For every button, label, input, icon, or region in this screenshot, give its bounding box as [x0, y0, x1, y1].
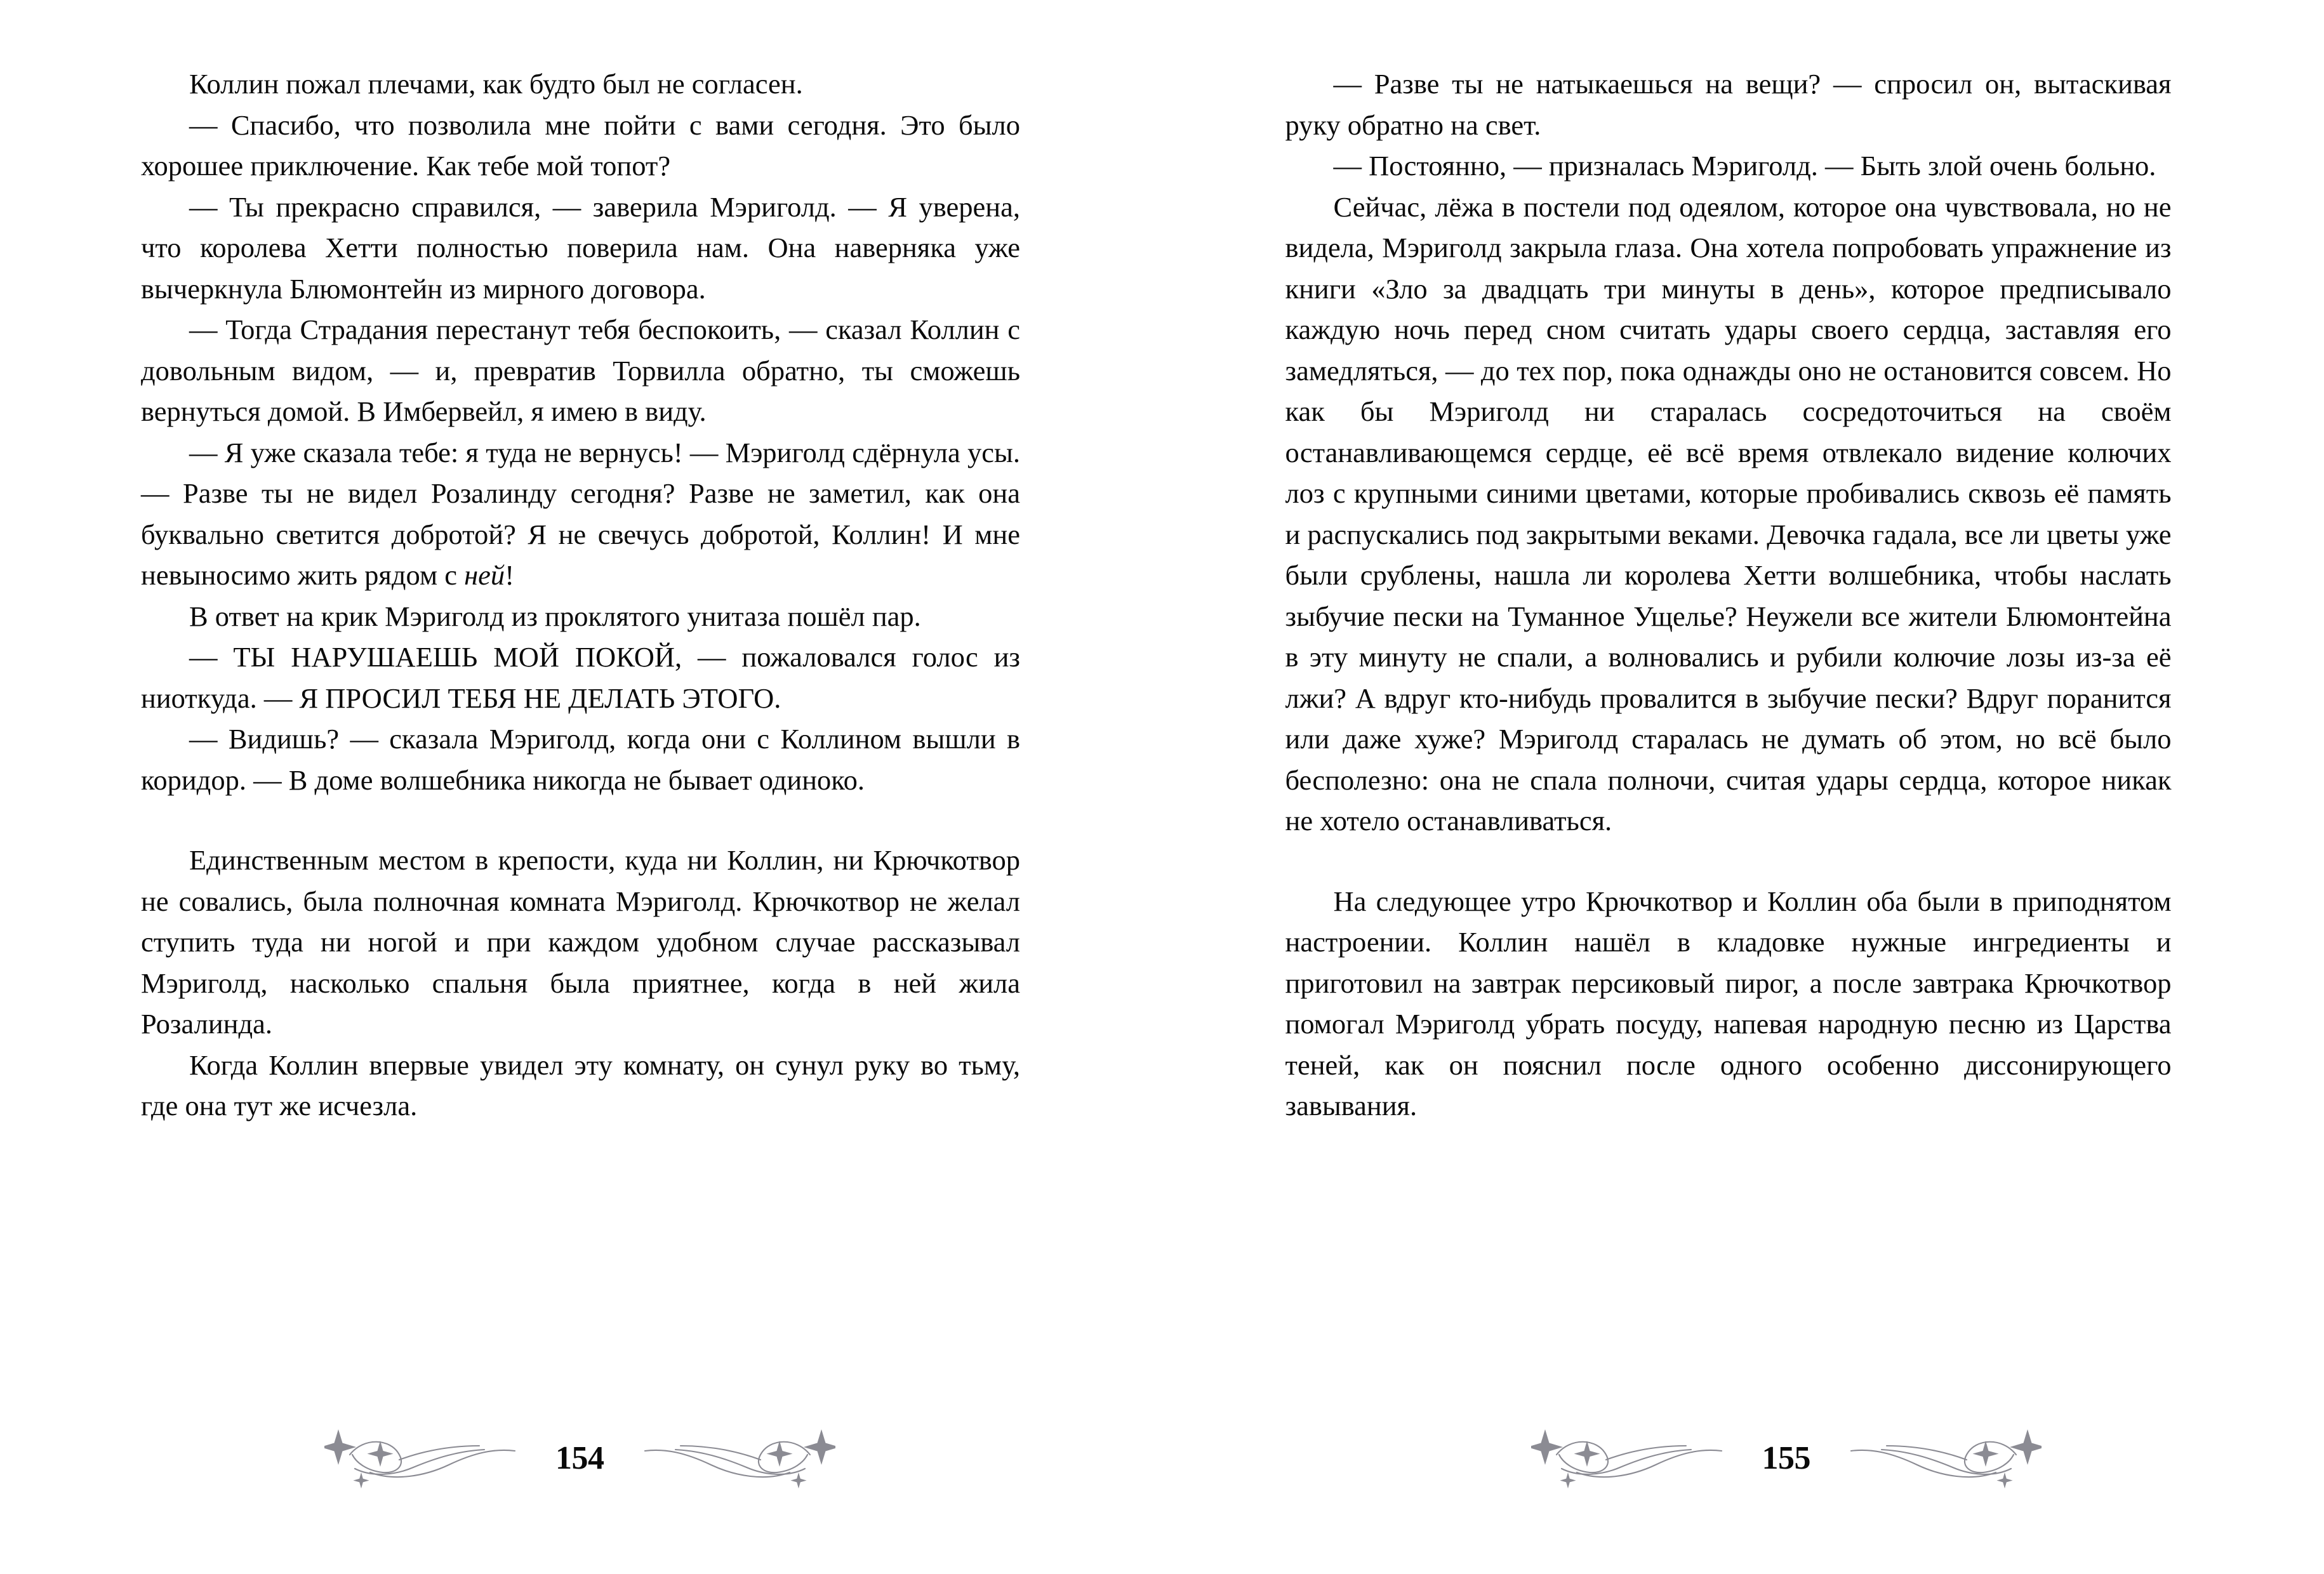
paragraph: Когда Коллин впервые увидел эту комнату, он сунул руку во тьму, где она тут же исчезла.: [141, 1048, 1020, 1121]
paragraph: — Спасибо, что позволила мне пойти с вами сегодня. Это было хорошее приключение. Как тебе мой топот?: [141, 109, 1020, 182]
paragraph-text-tail: !: [505, 559, 515, 591]
paragraph: Сейчас, лёжа в постели под одеялом, которое она чувствовала, но не видела, Мэриголд закрыла глаза. Она хотела попробовать упражнение из книги «Зло за двадцать три минуты в день», которое предписывало каждую ночь перед сном считать удары своего сердца, заставляя его замедляться, — до тех пор, пока однажды оно не остановится совсем. Но как бы Мэриголд ни старалась сосредоточиться на своём останавливающемся сердце, её всё время отвлекало видение колючих лоз с крупными синими цветами, которые пробивались сквозь её память и распускались под закрытыми веками. Девочка гадала, все ли цветы уже были срублены, нашла ли королева Хетти волшебника, чтобы наслать зыбучие пески на Туманное Ущелье? Неужели все жители Блюмонтейна в эту минуту не спали, а волновались и рубили колючие лозы из-за её лжи? А вдруг кто-нибудь провалится в зыбучие пески? Вдруг поранится или даже хуже? Мэриголд старалась не думать об этом, но всё было бесполезно: она не спала полночи, считая удары сердца, которое никак не хотело останавливаться.: [1285, 190, 2172, 837]
page-155-footer: [1205, 1423, 2324, 1499]
sparkle-flourish-ornament-icon: [1531, 1423, 1741, 1499]
page-155: [1162, 0, 2324, 1574]
paragraph: — Разве ты не натыкаешься на вещи? — спросил он, вытаскивая руку обратно на свет.: [1285, 68, 2172, 141]
sparkle-flourish-ornament-icon: [1832, 1423, 2042, 1499]
paragraph: — Постоянно, — призналась Мэриголд. — Быть злой очень больно.: [1333, 150, 2156, 182]
paragraph: — ТЫ НАРУШАЕШЬ МОЙ ПОКОЙ, — пожаловался голос из ниоткуда. — Я ПРОСИЛ ТЕБЯ НЕ ДЕЛАТЬ ЭТОГО.: [141, 641, 1020, 714]
paragraph-text-lead: — Я уже сказала тебе: я туда не вернусь! — Мэриголд сдёрнула усы. — Разве ты не видел Розалинду сегодня? Разве не заметил, как она буквально светится добротой? Я не свечусь добротой, Коллин! И мне невыносимо жить рядом с: [141, 436, 1020, 591]
paragraph: В ответ на крик Мэриголд из проклятого унитаза пошёл пар.: [189, 600, 921, 632]
paragraph-with-emphasis: [141, 432, 1020, 596]
page-154-textblock: [141, 63, 1020, 1127]
page-number: 154: [555, 1440, 604, 1476]
page-155-textblock: [1285, 63, 2172, 1127]
paragraph: — Ты прекрасно справился, — заверила Мэриголд. — Я уверена, что королева Хетти полностью поверила нам. Она наверняка уже вычеркнула Блюмонтейн из мирного договора.: [141, 190, 1020, 305]
paragraph: Коллин пожал плечами, как будто был не согласен.: [189, 68, 803, 100]
sparkle-flourish-ornament-icon: [324, 1423, 534, 1499]
paragraph: — Видишь? — сказала Мэриголд, когда они с Коллином вышли в коридор. — В доме волшебника никогда не бывает одиноко.: [141, 723, 1020, 796]
sparkle-flourish-ornament-icon: [626, 1423, 835, 1499]
paragraph: — Тогда Страдания перестанут тебя беспокоить, — сказал Коллин с довольным видом, — и, превратив Торвилла обратно, ты сможешь вернуться домой. В Имбервейл, я имею в виду.: [141, 314, 1020, 427]
paragraph: На следующее утро Крючкотвор и Коллин оба были в приподнятом настроении. Коллин нашёл в кладовке нужные ингредиенты и приготовил на завтрак персиковый пирог, а после завтрака Крючкотвор помогал Мэриголд убрать посуду, напевая народную песню из Царства теней, как он пояснил после одного особенно диссонирующего завывания.: [1285, 885, 2172, 1121]
page-number: 155: [1762, 1440, 1810, 1476]
page-154-footer: [0, 1423, 1161, 1499]
paragraph: Единственным местом в крепости, куда ни Коллин, ни Крючкотвор не совались, была полночная комната Мэриголд. Крючкотвор не желал ступить туда ни ногой и при каждом удобном случае рассказывал Мэриголд, насколько спальня была приятнее, когда в ней жила Розалинда.: [141, 844, 1020, 1040]
emphasis-word: ней: [464, 559, 505, 591]
